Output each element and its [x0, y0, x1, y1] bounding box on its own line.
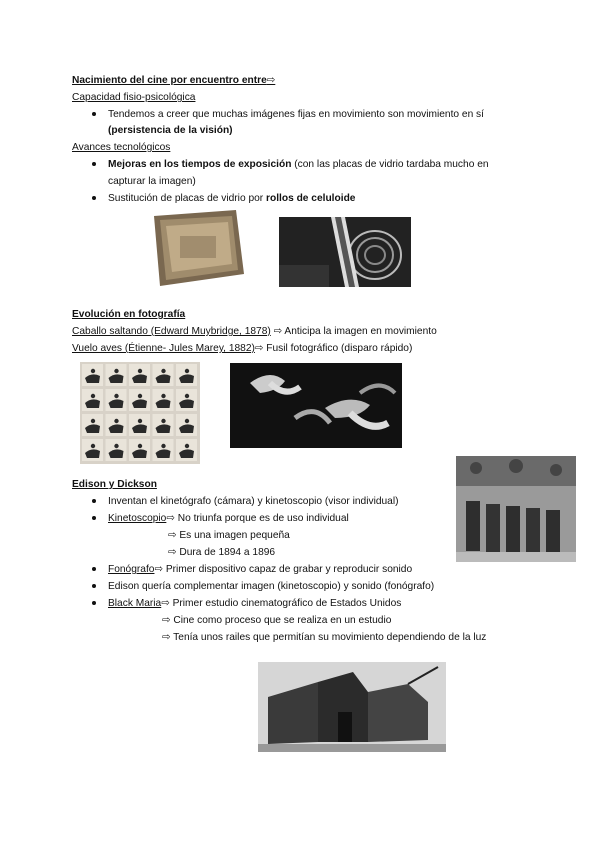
bullet-kinetografo: Inventan el kinetógrafo (cámara) y kinetoscopio (visor individual) — [108, 496, 399, 507]
glass-plate-image — [150, 208, 246, 288]
bullet-persistencia-bold: (persistencia de la visión) — [108, 125, 233, 136]
kinetoscopio-sub1: ⇨ Es una imagen pequeña — [168, 530, 290, 541]
bullet-persistencia: Tendemos a creer que muchas imágenes fijas en movimiento son movimiento en sí — [108, 109, 484, 120]
bullet-dot — [92, 584, 96, 588]
bullet-kinetoscopio: Kinetoscopio⇨ No triunfa porque es de uso individual — [108, 513, 349, 524]
bullet-exposicion-cont: capturar la imagen) — [108, 176, 196, 187]
muybridge-horse-grid-image — [80, 362, 200, 464]
black-maria-sub2: ⇨ Tenía unos railes que permitían su movimiento dependiendo de la luz — [162, 632, 487, 643]
bullet-dot — [92, 567, 96, 571]
bullet-dot — [92, 516, 96, 520]
subheading-capacidad: Capacidad fisio-psicológica — [72, 92, 196, 103]
subheading-avances: Avances tecnológicos — [72, 142, 171, 153]
bullet-black-maria: Black Maria⇨ Primer estudio cinematográfico de Estados Unidos — [108, 598, 402, 609]
bullet-celuloide: Sustitución de placas de vidrio por rollos de celuloide — [108, 193, 356, 204]
bullet-dot — [92, 112, 96, 116]
bullet-dot — [92, 601, 96, 605]
marey-birds-image — [230, 363, 402, 448]
celluloid-film-image — [279, 217, 411, 287]
muybridge-line: Caballo saltando (Edward Muybridge, 1878) ⇨ Anticipa la imagen en movimiento — [72, 326, 437, 337]
bullet-dot — [92, 196, 96, 200]
section3-heading: Edison y Dickson — [72, 479, 157, 490]
bullet-fonografo: Fonógrafo⇨ Primer dispositivo capaz de grabar y reproducir sonido — [108, 564, 413, 575]
kinetoscopio-sub2: ⇨ Dura de 1894 a 1896 — [168, 547, 276, 558]
kinetoscope-parlor-image — [456, 456, 576, 562]
section2-heading: Evolución en fotografía — [72, 309, 186, 320]
bullet-dot — [92, 499, 96, 503]
black-maria-studio-image — [258, 662, 446, 752]
bullet-dot — [92, 162, 96, 166]
section1-heading: Nacimiento del cine por encuentro entre⇨ — [72, 75, 276, 86]
bullet-edison-complementar: Edison quería complementar imagen (kinetoscopio) y sonido (fonógrafo) — [108, 581, 435, 592]
marey-line: Vuelo aves (Étienne- Jules Marey, 1882)⇨ Fusil fotográfico (disparo rápido) — [72, 343, 413, 354]
bullet-exposicion: Mejoras en los tiempos de exposición (con las placas de vidrio tardaba mucho en — [108, 159, 489, 170]
black-maria-sub1: ⇨ Cine como proceso que se realiza en un estudio — [162, 615, 392, 626]
